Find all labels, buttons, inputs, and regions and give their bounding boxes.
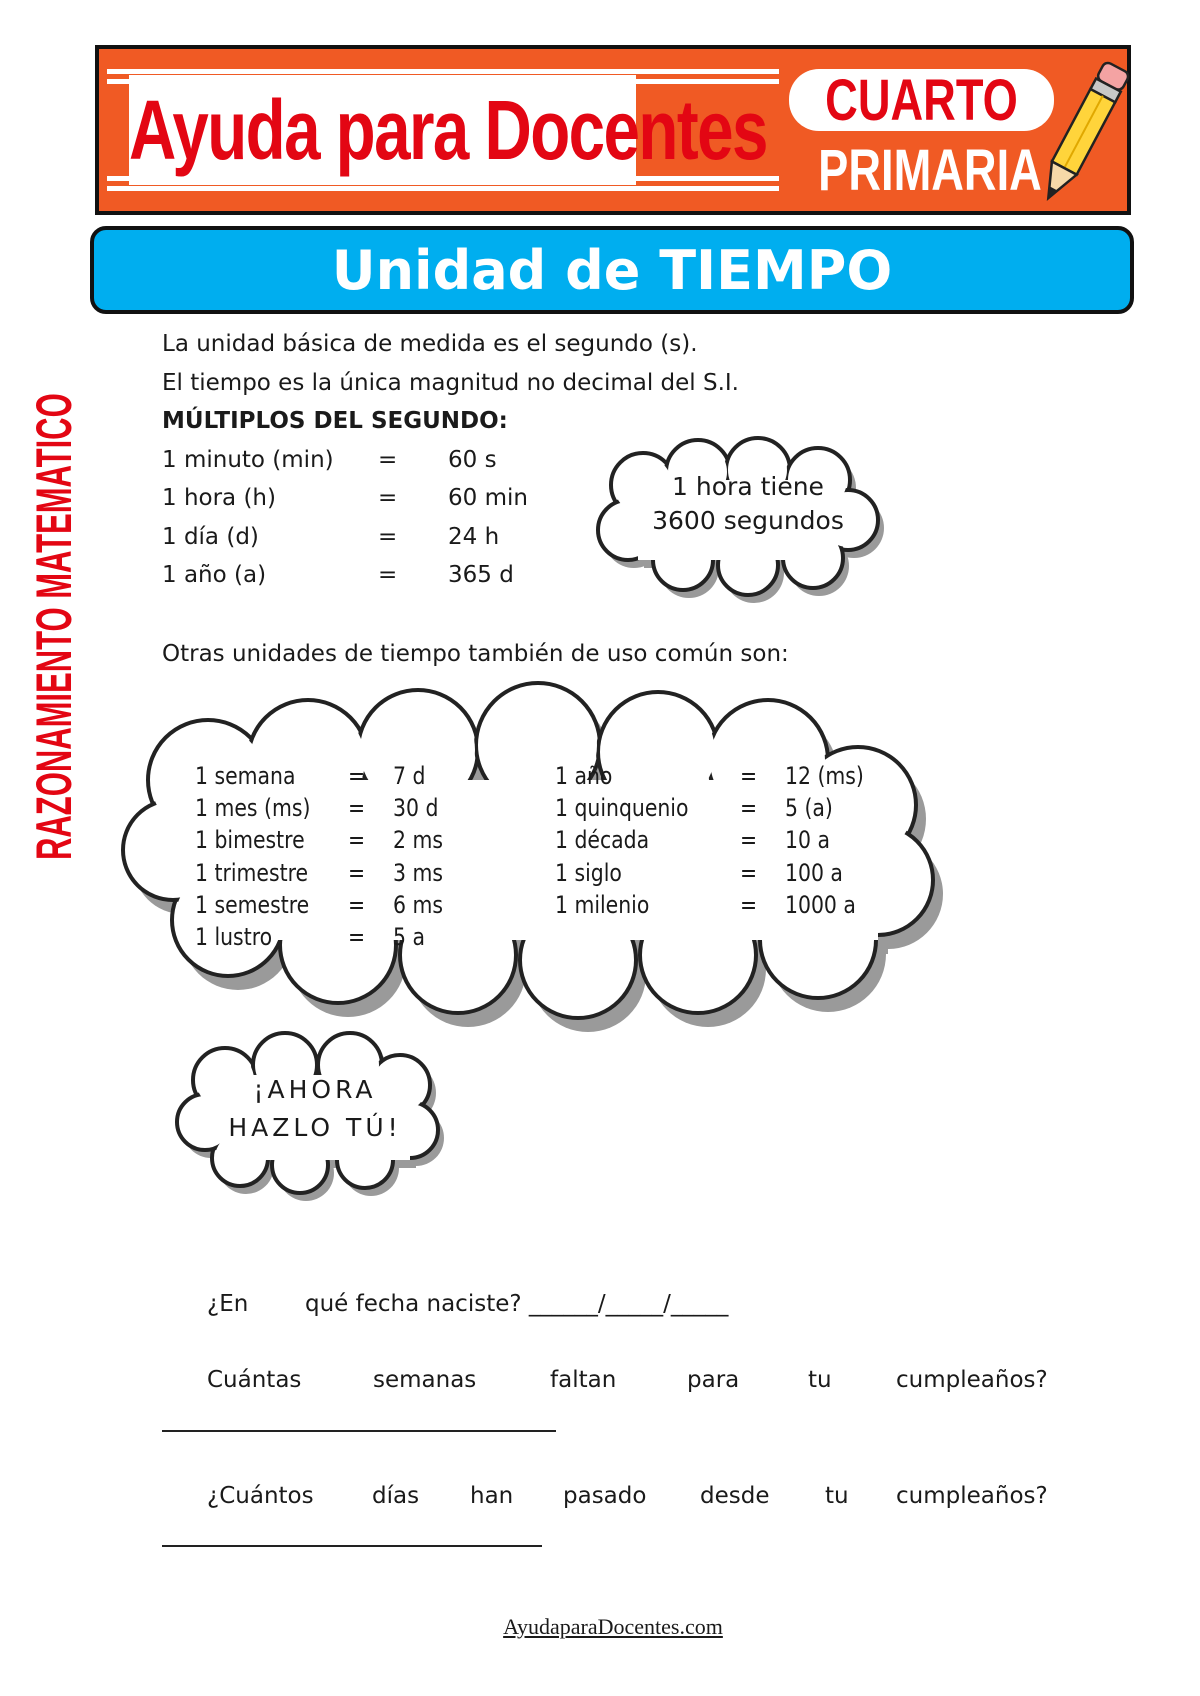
cloud-eq: = <box>348 826 366 854</box>
cloud-unit: 1 semestre <box>195 891 310 919</box>
cloud-value: 12 (ms) <box>785 762 864 790</box>
cloud-value: 5 a <box>393 923 425 951</box>
question-3-word: días <box>372 1483 420 1509</box>
cloud-value: 5 (a) <box>785 794 833 822</box>
cloud-eq: = <box>348 891 366 919</box>
answer-line-2 <box>162 1430 556 1432</box>
multiple-unit: 1 hora (h) <box>162 485 276 511</box>
pencil-icon <box>1034 51 1134 211</box>
side-label <box>24 340 84 860</box>
cloud-eq: = <box>740 794 758 822</box>
now-cloud-shape <box>175 1030 465 1190</box>
cloud-value: 3 ms <box>393 859 443 887</box>
brand-logo-text: Ayuda para Docentes <box>129 75 636 185</box>
cloud-value: 7 d <box>393 762 426 790</box>
side-label-text: RAZONAMIENTO MATEMATICO <box>26 393 82 860</box>
intro-line-2: El tiempo es la única magnitud no decimal del S.I. <box>162 370 739 396</box>
question-2-word: faltan <box>550 1367 617 1393</box>
multiple-value: 60 min <box>448 485 528 511</box>
now-cloud-line-2: HAZLO TÚ! <box>228 1113 402 1142</box>
cloud-eq: = <box>740 859 758 887</box>
cloud-unit: 1 siglo <box>555 859 622 887</box>
question-3-word: tu <box>825 1483 849 1509</box>
question-1-rest: qué fecha naciste? ______/_____/_____ <box>305 1291 729 1317</box>
cloud-value: 1000 a <box>785 891 856 919</box>
multiple-value: 60 s <box>448 447 497 473</box>
cloud-eq: = <box>348 859 366 887</box>
multiple-eq: = <box>378 485 398 511</box>
cloud-unit: 1 década <box>555 826 650 854</box>
question-2-word: Cuántas <box>207 1367 302 1393</box>
cloud-unit: 1 bimestre <box>195 826 305 854</box>
grade-bottom-text: PRIMARIA <box>818 138 1042 203</box>
intro-line-1: La unidad básica de medida es el segundo (s). <box>162 331 698 357</box>
cloud-eq: = <box>348 923 366 951</box>
small-cloud-line-2: 3600 segundos <box>652 506 844 535</box>
cloud-value: 6 ms <box>393 891 443 919</box>
grade-badge <box>789 69 1054 131</box>
question-3-word: ¿Cuántos <box>207 1483 314 1509</box>
answer-line-3 <box>162 1545 542 1547</box>
small-cloud-line-1: 1 hora tiene <box>672 472 824 501</box>
others-intro: Otras unidades de tiempo también de uso común son: <box>162 641 789 667</box>
cloud-unit: 1 semana <box>195 762 296 790</box>
cloud-eq: = <box>348 794 366 822</box>
cloud-unit: 1 milenio <box>555 891 650 919</box>
footer-link[interactable]: AyudaparaDocentes.com <box>503 1614 723 1639</box>
multiples-heading: MÚLTIPLOS DEL SEGUNDO: <box>162 408 508 434</box>
cloud-unit: 1 lustro <box>195 923 273 951</box>
question-3-word: cumpleaños? <box>896 1483 1048 1509</box>
question-3-word: han <box>470 1483 514 1509</box>
multiple-value: 365 d <box>448 562 514 588</box>
cloud-eq: = <box>740 891 758 919</box>
header-banner <box>95 45 1131 215</box>
question-1-start: ¿En <box>207 1291 249 1317</box>
multiple-eq: = <box>378 562 398 588</box>
multiple-unit: 1 minuto (min) <box>162 447 334 473</box>
multiple-unit: 1 día (d) <box>162 524 259 550</box>
question-2-word: semanas <box>373 1367 477 1393</box>
cloud-value: 30 d <box>393 794 439 822</box>
cloud-eq: = <box>740 762 758 790</box>
question-2-word: cumpleaños? <box>896 1367 1048 1393</box>
question-3-word: pasado <box>563 1483 647 1509</box>
multiple-eq: = <box>378 447 398 473</box>
cloud-unit: 1 trimestre <box>195 859 309 887</box>
question-3-word: desde <box>700 1483 770 1509</box>
cloud-value: 10 a <box>785 826 830 854</box>
page-title: Unidad de TIEMPO <box>331 239 893 302</box>
question-2-word: para <box>687 1367 740 1393</box>
multiple-unit: 1 año (a) <box>162 562 267 588</box>
cloud-eq: = <box>740 826 758 854</box>
cloud-eq: = <box>348 762 366 790</box>
title-bar <box>90 226 1134 314</box>
question-2-word: tu <box>808 1367 832 1393</box>
cloud-value: 100 a <box>785 859 843 887</box>
cloud-unit: 1 año <box>555 762 613 790</box>
multiple-eq: = <box>378 524 398 550</box>
cloud-value: 2 ms <box>393 826 443 854</box>
cloud-unit: 1 mes (ms) <box>195 794 311 822</box>
multiple-value: 24 h <box>448 524 500 550</box>
grade-top-text: CUARTO <box>825 68 1018 133</box>
cloud-unit: 1 quinquenio <box>555 794 689 822</box>
now-cloud-line-1: ¡AHORA <box>253 1075 377 1104</box>
